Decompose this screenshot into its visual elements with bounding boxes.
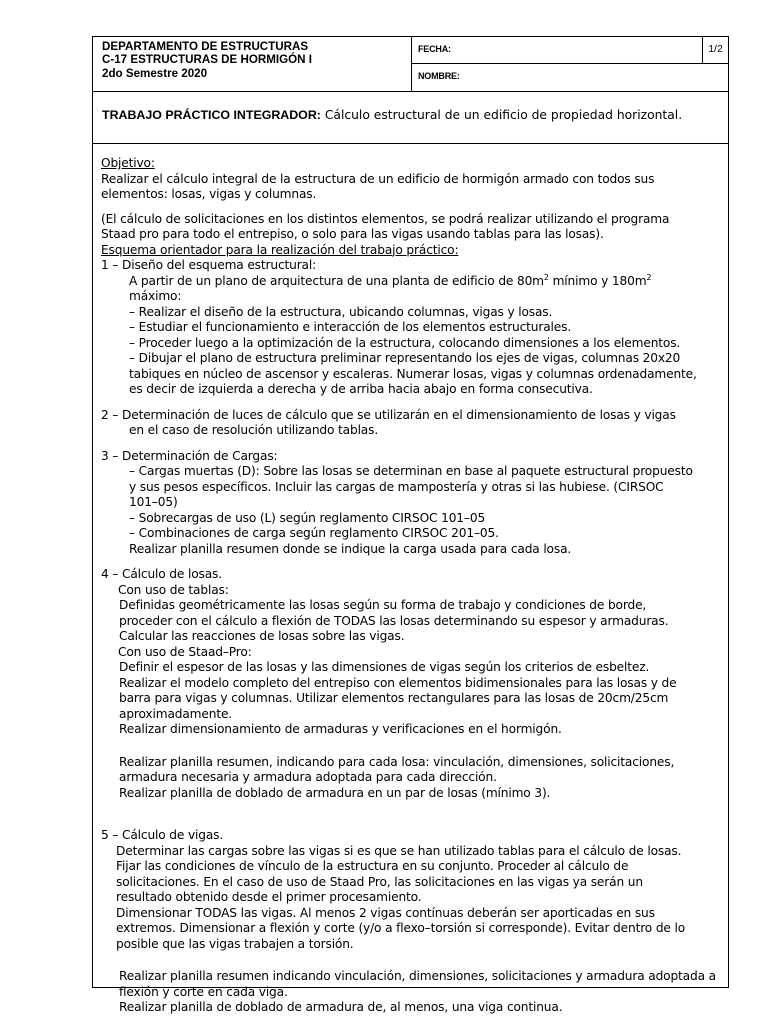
header-box <box>93 37 728 92</box>
document-body <box>93 144 728 1016</box>
section-1-bullet: es decir de izquierda a derecha y de arriba hacia abajo en forma consecutiva. <box>129 382 593 396</box>
section-5-line: solicitaciones. En el caso de uso de Staad Pro, las solicitaciones en las vigas ya serán un <box>116 874 643 889</box>
section-3-line: – Cargas muertas (D): Sobre las losas se determinan en base al paquete estructural propuesto <box>129 464 693 478</box>
fecha-field: FECHA: <box>418 44 451 54</box>
section-3-line: – Sobrecargas de uso (L) según reglamento CIRSOC 101–05 <box>129 510 486 525</box>
section-4-line: armadura necesaria y armadura adoptada para cada dirección. <box>119 770 497 784</box>
section-5-line: Realizar planilla resumen indicando vinculación, dimensiones, solicitaciones y armadura adoptada a <box>119 969 716 983</box>
section-2-line: en el caso de resolución utilizando tablas. <box>129 423 379 437</box>
section-4-line: Realizar dimensionamiento de armaduras y verificaciones en el hormigón. <box>119 722 562 736</box>
section-3-line: Realizar planilla resumen donde se indique la carga usada para cada losa. <box>129 541 572 556</box>
assignment-title <box>93 92 728 144</box>
section-1-intro: A partir de un plano de arquitectura de una planta de edificio de $80m^2$ mínimo y $180m^2$ <box>129 272 652 288</box>
staad-label: Con uso de Staad–Pro: <box>118 644 252 659</box>
section-3-title: 3 – Determinación de Cargas: <box>101 448 278 463</box>
section-5-title: 5 – Cálculo de vigas. <box>101 828 224 842</box>
note-line: (El cálculo de solicitaciones en los distintos elementos, se podrá realizar utilizando el programa <box>101 211 670 226</box>
objetivo-line: elementos: losas, vigas y columnas. <box>101 187 317 201</box>
section-4-line: Realizar planilla de doblado de armadura en un par de losas (mínimo 3). <box>119 785 551 800</box>
section-3-line: 101–05) <box>129 495 178 509</box>
nombre-row <box>412 64 728 91</box>
section-4-line: Realizar el modelo completo del entrepiso con elementos bidimensionales para las losas y de <box>119 675 677 690</box>
section-5-line: flexión y corte en cada viga. <box>119 984 288 999</box>
section-2-line: 2 – Determinación de luces de cálculo que se utilizarán en el dimensionamiento de losas y vigas <box>101 407 676 422</box>
section-4-line: proceder con el cálculo a flexión de TODAS las losas determinando su espesor y armaduras. <box>119 613 669 628</box>
section-1-bullet: tabiques en núcleo de ascensor y escaleras. Numerar losas, vigas y columnas ordenadamente, <box>129 366 697 381</box>
page-number: 1/2 <box>702 37 728 63</box>
tablas-label: Con uso de tablas: <box>118 582 229 597</box>
section-4-line: aproximadamente. <box>119 706 233 721</box>
nombre-field: NOMBRE: <box>418 71 460 81</box>
section-5-line: resultado obtenido desde el primer procesamiento. <box>116 890 422 904</box>
section-3-line: – Combinaciones de carga según reglamento CIRSOC 201–05. <box>129 526 499 540</box>
form-fields <box>412 37 728 91</box>
section-4-line: Realizar planilla resumen, indicando para cada losa: vinculación, dimensiones, solicitaciones, <box>119 754 675 769</box>
section-4-title: 4 – Cálculo de losas. <box>101 567 222 581</box>
course-name: C-17 ESTRUCTURAS DE HORMIGÓN I <box>102 53 312 67</box>
title-label: TRABAJO PRÁCTICO INTEGRADOR: <box>102 108 321 122</box>
esquema-heading: Esquema orientador para la realización del trabajo práctico: <box>101 242 459 257</box>
semester: 2do Semestre 2020 <box>102 66 208 80</box>
section-1-title: 1 – Diseño del esquema estructural: <box>101 258 317 272</box>
section-5-line: extremos. Dimensionar a flexión y corte (y/o a flexo–torsión si corresponde). Evitar dentro de lo <box>116 921 686 935</box>
section-1-bullet: – Proceder luego a la optimización de la estructura, colocando dimensiones a los elementos. <box>129 335 681 350</box>
fecha-row <box>412 37 728 64</box>
objetivo-heading: Objetivo: <box>101 156 155 170</box>
document-page <box>92 36 729 1014</box>
section-5-line: Realizar planilla de doblado de armadura de, al menos, una viga continua. <box>119 1000 563 1014</box>
note-line: Staad pro para todo el entrepiso, o solo para las vigas usando tablas para las losas). <box>101 227 604 241</box>
section-3-line: y sus pesos específicos. Incluir las cargas de mampostería y otras si las hubiese. (CIRSOC <box>129 479 664 494</box>
section-4-line: Calcular las reacciones de losas sobre las vigas. <box>119 629 405 643</box>
objetivo-line: Realizar el cálculo integral de la estructura de un edificio de hormigón armado con todos sus <box>101 171 655 186</box>
section-4-line: barra para vigas y columnas. Utilizar elementos rectangulares para las losas de 20cm/25cm <box>119 691 669 705</box>
section-5-line: posible que las vigas trabajen a torsión. <box>116 936 354 951</box>
section-5-line: Fijar las condiciones de vínculo de la estructura en su conjunto. Proceder al cálculo de <box>116 859 629 873</box>
title-text: Cálculo estructural de un edificio de propiedad horizontal. <box>324 108 683 122</box>
section-1-intro: máximo: <box>129 289 182 303</box>
section-1-bullet: – Estudiar el funcionamiento e interacción de los elementos estructurales. <box>129 320 572 334</box>
institution-block <box>93 37 412 91</box>
section-5-line: Dimensionar TODAS las vigas. Al menos 2 vigas contínuas deberán ser aporticadas en sus <box>116 905 655 920</box>
section-1-bullet: – Dibujar el plano de estructura preliminar representando los ejes de vigas, columnas 20x20 <box>129 351 681 365</box>
section-4-line: Definidas geométricamente las losas según su forma de trabajo y condiciones de borde, <box>119 598 647 612</box>
department-name: DEPARTAMENTO DE ESTRUCTURAS <box>102 40 309 53</box>
section-4-line: Definir el espesor de las losas y las dimensiones de vigas según los criterios de esbeltez. <box>119 660 650 674</box>
section-1-bullet: – Realizar el diseño de la estructura, ubicando columnas, vigas y losas. <box>129 304 553 319</box>
section-5-line: Determinar las cargas sobre las vigas si es que se han utilizado tablas para el cálculo de losas. <box>116 843 682 858</box>
